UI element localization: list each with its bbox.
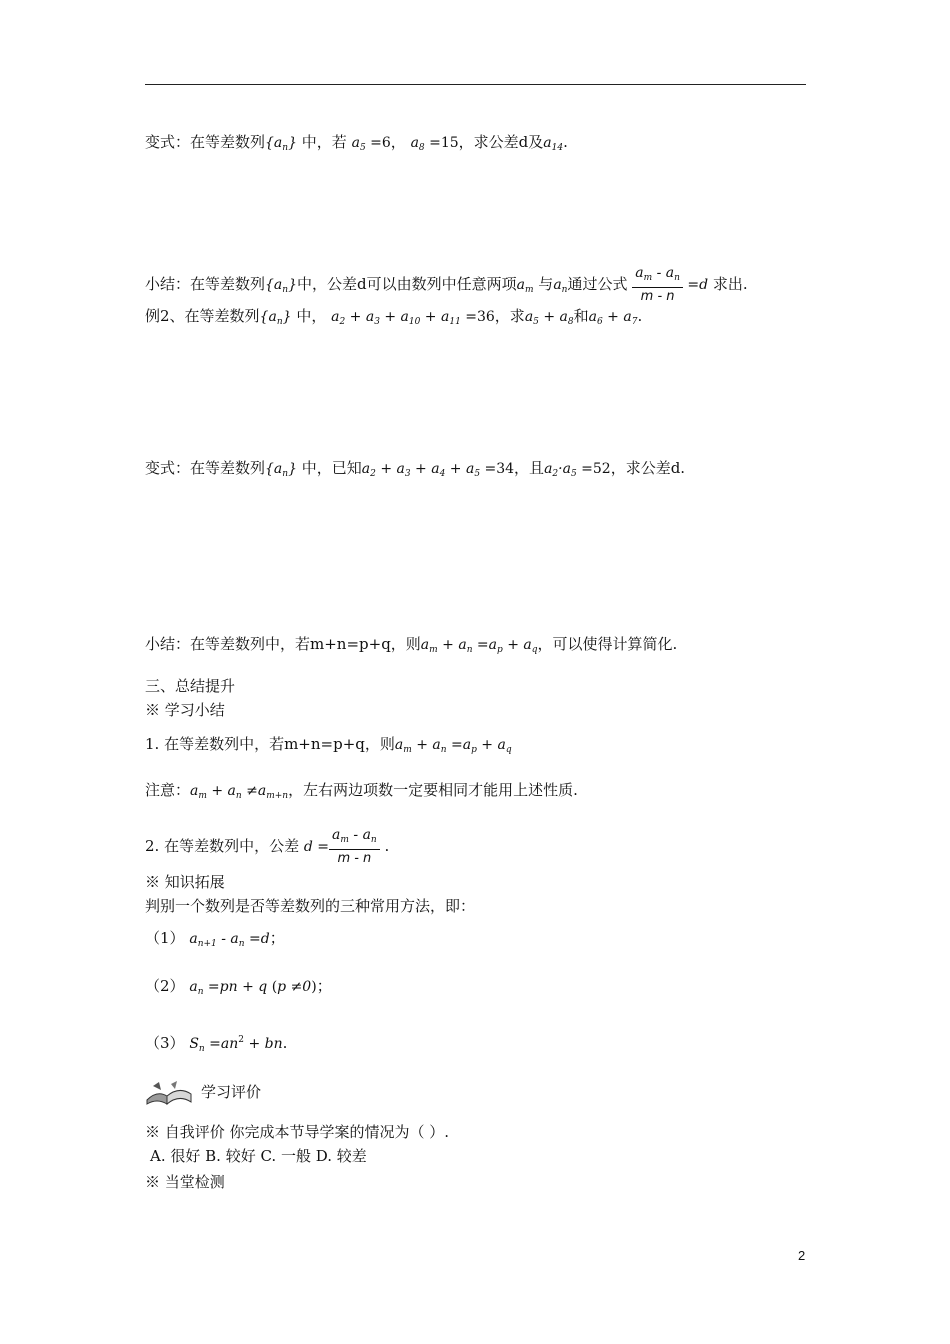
knowledge-heading: ※ 知识拓展 — [145, 873, 225, 891]
variant-2-line: 变式：在等差数列$\{a_n\}$ 中，已知$a_2 + a_3 + a_4 + a_5 =34$，且$a_2\cdot a_5 =52$，求公差d. — [145, 459, 686, 479]
point-1-line: 1. 在等差数列中，若m+n=p+q，则$a_m + a_n =a_p + a_q$ — [145, 735, 512, 755]
method-3: （3） $S_n =an^2$ + bn. — [145, 1034, 288, 1054]
self-evaluation: ※ 自我评价 你完成本节导学案的情况为（ ）. — [145, 1123, 450, 1141]
math-am: $a_m$ — [516, 277, 534, 295]
method-2: （2） $a_n =pn + q$ (p ≠0)； — [145, 977, 332, 997]
math-seq-an: $\{a_n\}$ — [259, 309, 292, 327]
math-a8: $a_8 =15$ — [410, 135, 459, 153]
method-1: （1） $a_{n+1} - a_n =d$； — [145, 929, 285, 949]
math-seq-an: $\{a_n\}$ — [265, 461, 297, 479]
note-line: 注意：$a_m + a_n \ne a_{m+n}$，左右两边项数一定要相同才能用上述性质. — [145, 781, 578, 801]
section-3-title: 三、总结提升 — [145, 677, 236, 695]
math-a5-plus-a8: $a_5 + a_8$ — [524, 309, 574, 327]
math-sum-36: $a_2 + a_3 + a_{10} + a_{11} =36$ — [331, 309, 495, 327]
study-summary-heading: ※ 学习小结 — [145, 701, 225, 719]
math-a6-plus-a7: $a_6 + a_7$ — [588, 309, 638, 327]
math-am-an-ap-aq: $a_m + a_n =a_p + a_q$ — [420, 637, 538, 655]
math-product-52: $a_2\cdot a_5 =52$ — [544, 461, 611, 479]
variant-1-line: 变式：在等差数列$\{a_n\}$ 中，若 $a_5 =6$， $a_8 =15$，求公差d及$a_{14}$. — [145, 133, 568, 153]
header-rule — [145, 84, 806, 85]
math-a5: $a_5 =6$ — [351, 135, 391, 153]
math-seq-an: $\{a_n\}$ — [265, 135, 297, 153]
methods-intro: 判别一个数列是否等差数列的三种常用方法，即： — [145, 897, 476, 915]
page-number: 2 — [798, 1248, 806, 1263]
evaluation-heading: 学习评价 — [145, 1078, 261, 1106]
summary-1-line: 小结：在等差数列$\{a_n\}$中，公差d可以由数列中任意两项$a_m$ 与$a_n$通过公式 $\frac{a_m - a_n}{m - n}$ =d 求出. — [145, 265, 748, 304]
math-an: $a_n$ — [553, 277, 568, 295]
evaluation-options: A. 很好 B. 较好 C. 一般 D. 较差 — [150, 1147, 367, 1165]
math-d-formula: d = $\frac{a_m - a_n}{m - n}$ — [304, 839, 380, 855]
summary-2-line: 小结：在等差数列中，若m+n=p+q，则$a_m + a_n =a_p + a_q$，可以使得计算简化. — [145, 635, 678, 655]
math-formula-d: $\frac{a_m - a_n}{m - n}$ — [632, 264, 683, 306]
math-inequality: $a_m + a_n \ne a_{m+n}$ — [190, 783, 289, 801]
math-sum-34: $a_2 + a_3 + a_4 + a_5 =34$ — [361, 461, 515, 479]
example-2-line: 例2、在等差数列$\{a_n\}$ 中， $a_2 + a_3 + a_{10} + a_{11} =36$，求$a_5 + a_8$和$a_6 + a_7$. — [145, 307, 643, 327]
math-am-an-ap-aq: $a_m + a_n =a_p + a_q$ — [394, 737, 512, 755]
math-a14: $a_{14}$ — [543, 135, 564, 153]
point-2-line: 2. 在等差数列中，公差 d = $\frac{a_m - a_n}{m - n}$ . — [145, 827, 390, 866]
class-test-heading: ※ 当堂检测 — [145, 1173, 225, 1191]
math-seq-an: $\{a_n\}$ — [265, 277, 297, 295]
open-book-icon — [145, 1080, 193, 1106]
